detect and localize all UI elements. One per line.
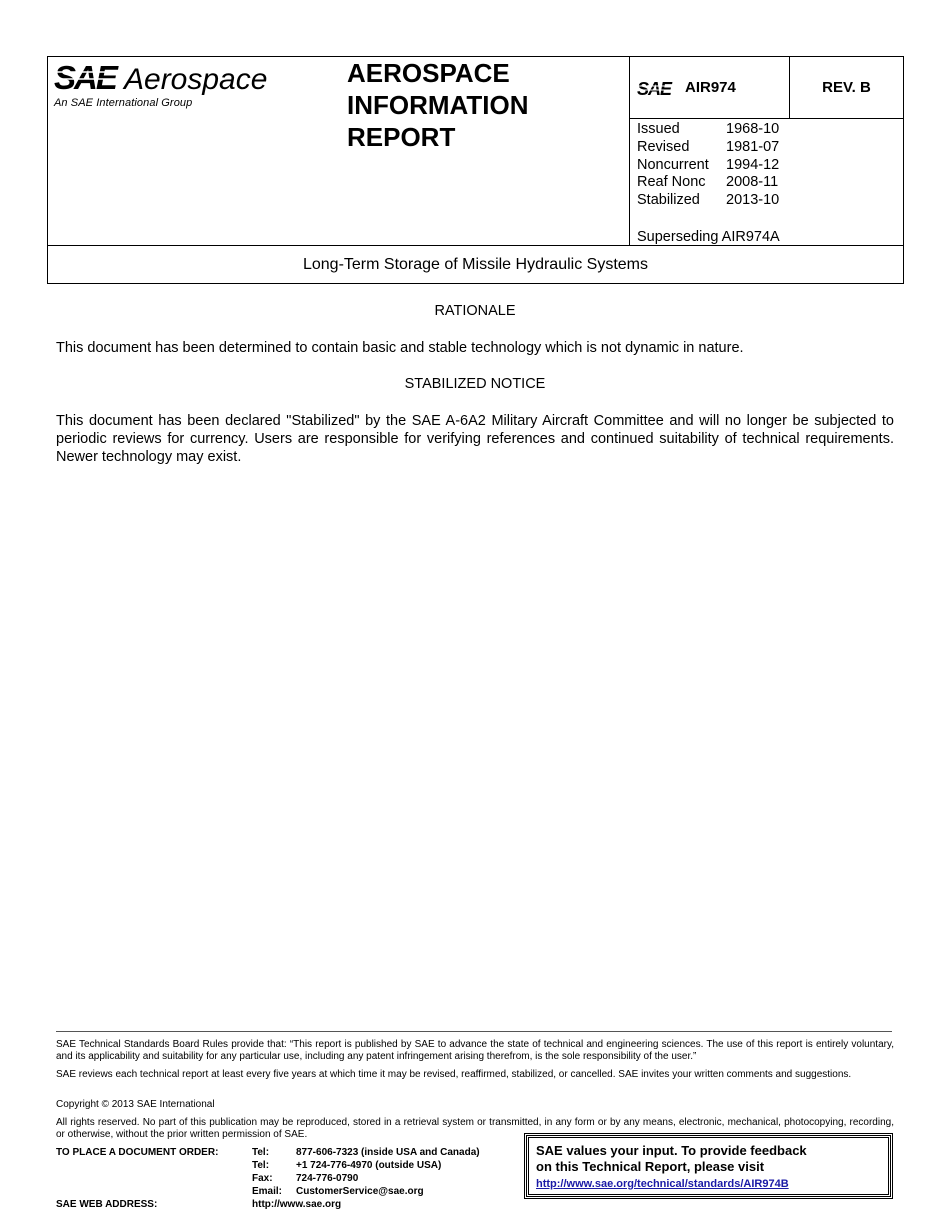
revision: REV. B [822, 79, 871, 96]
order-row [56, 1185, 480, 1198]
revision-cell [790, 57, 903, 118]
contact-key: Email: [252, 1186, 283, 1197]
date-value: 1981-07 [726, 138, 780, 155]
board-rules-text: SAE Technical Standards Board Rules provide that: “This report is published by SAE to advance the state of technical and engineering sciences. The use of this report is entirely voluntary, and its applicability and suitability for any particular use, including any patent infringement arising therefrom, is the sole responsibility of the user.” [56, 1039, 894, 1062]
report-type-line: AEROSPACE [347, 58, 510, 88]
feedback-box [526, 1135, 891, 1197]
date-label: Revised [637, 138, 690, 155]
svg-text:SAE: SAE [637, 80, 672, 98]
report-type [347, 57, 529, 153]
contact-value[interactable]: 877-606-7323 (inside USA and Canada) [296, 1147, 480, 1158]
header-table [47, 56, 904, 284]
feedback-line: SAE values your input. To provide feedback [536, 1143, 807, 1158]
order-row [56, 1146, 480, 1159]
svg-text:Aerospace: Aerospace [124, 63, 268, 96]
dates-list [637, 121, 779, 210]
footer-divider [56, 1031, 892, 1032]
order-row [56, 1172, 480, 1185]
date-value: 2008-11 [726, 174, 779, 191]
report-type-line: INFORMATION [347, 90, 529, 120]
date-row [637, 192, 779, 210]
date-label: Reaf Nonc [637, 174, 706, 191]
date-row [637, 174, 779, 192]
order-row [56, 1159, 480, 1172]
logo-subtitle: An SAE International Group [54, 97, 193, 109]
sae-small-logo-icon [637, 80, 677, 98]
order-row [56, 1198, 480, 1211]
web-label: SAE WEB ADDRESS: [56, 1199, 158, 1210]
dates-cell [629, 118, 903, 246]
copyright-text: Copyright © 2013 SAE International [56, 1099, 215, 1110]
svg-text:SAE: SAE [54, 61, 116, 96]
order-label: TO PLACE A DOCUMENT ORDER: [56, 1147, 219, 1158]
date-row [637, 121, 779, 139]
report-type-line: REPORT [347, 122, 456, 152]
date-row [637, 139, 779, 157]
header-top-row [48, 57, 903, 246]
doc-number-cell [629, 57, 789, 118]
contact-key: Tel: [252, 1147, 270, 1158]
contact-value[interactable]: +1 724-776-4970 (outside USA) [296, 1160, 442, 1171]
feedback-text [536, 1143, 807, 1192]
date-value: 1994-12 [726, 156, 780, 173]
order-info [56, 1146, 480, 1211]
stabilized-text: This document has been declared "Stabilized" by the SAE A-6A2 Military Aircraft Committee and will no longer be subjected to periodic reviews for currency. Users are responsible for verifying references and continued suitability of technical requirements. Newer technology may exist. [56, 413, 894, 465]
feedback-link[interactable]: http://www.sae.org/technical/standards/AIR974B [536, 1178, 789, 1190]
rights-text: All rights reserved. No part of this publication may be reproduced, stored in a retrieval system or transmitted, in any form or by any means, electronic, mechanical, photocopying, recording, or otherwise, without the prior written permission of SAE. [56, 1117, 894, 1140]
contact-key: Tel: [252, 1160, 270, 1171]
contact-email[interactable]: CustomerService@sae.org [296, 1186, 424, 1197]
date-label: Stabilized [637, 192, 700, 209]
web-address-link[interactable]: http://www.sae.org [252, 1199, 342, 1210]
sae-aerospace-logo [54, 61, 294, 97]
feedback-line: on this Technical Report, please visit [536, 1159, 765, 1174]
date-label: Issued [637, 121, 680, 137]
date-label: Noncurrent [637, 156, 709, 173]
contact-value: 724-776-0790 [296, 1173, 359, 1184]
date-value: 2013-10 [726, 192, 780, 209]
document-title: Long-Term Storage of Missile Hydraulic Systems [302, 255, 648, 273]
date-row [637, 157, 779, 175]
date-value: 1968-10 [726, 121, 780, 137]
rationale-heading: RATIONALE [434, 303, 516, 319]
doc-number: AIR974 [685, 79, 736, 96]
contact-key: Fax: [252, 1173, 273, 1184]
stabilized-heading: STABILIZED NOTICE [404, 376, 546, 392]
rationale-text: This document has been determined to contain basic and stable technology which is not dynamic in nature. [56, 340, 744, 356]
review-note-text: SAE reviews each technical report at least every five years at which time it may be revised, reaffirmed, stabilized, or cancelled. SAE invites your written comments and suggestions. [56, 1069, 852, 1080]
superseding-note: Superseding AIR974A [637, 229, 780, 245]
